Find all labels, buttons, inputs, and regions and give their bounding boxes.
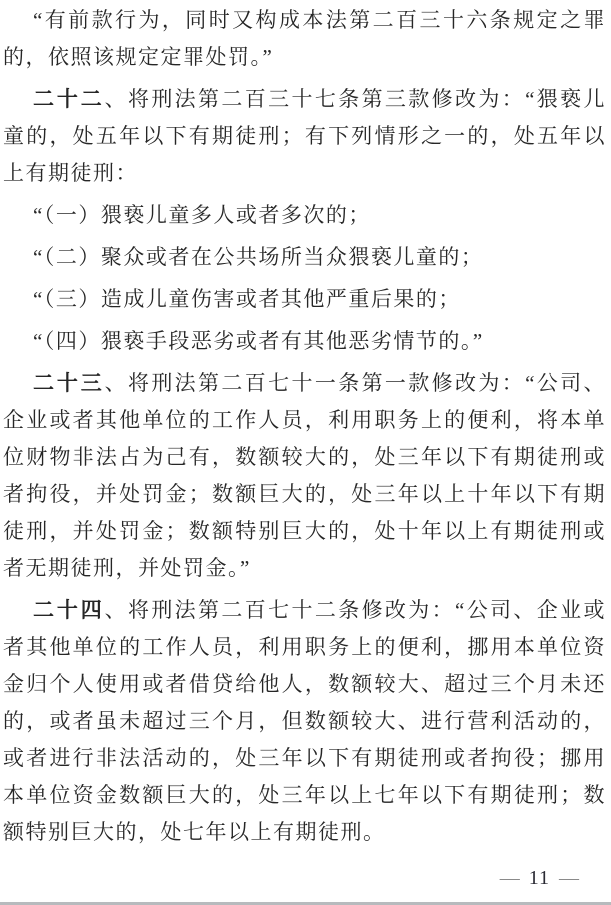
paragraph-section-22 (3, 81, 606, 192)
paragraph-text: “（二）聚众或者在公共场所当众猥亵儿童的； (33, 245, 484, 269)
paragraph-text: “有前款行为，同时又构成本法第二百三十六条规定之罪的，依照该规定定罪处罚。” (3, 8, 606, 69)
paragraph-section-24 (3, 592, 606, 851)
paragraph-text: 、将刑法第二百三十七条第三款修改为：“猥亵儿童的，处五年以下有期徒刑；有下列情形之一的，处五年以上有期徒刑： (3, 87, 607, 185)
paragraph-item-2 (3, 239, 606, 276)
paragraph-text: “（一）猥亵儿童多人或者多次的； (33, 203, 371, 227)
page-number (491, 866, 588, 890)
paragraph-text: 、将刑法第二百七十一条第一款修改为：“公司、企业或者其他单位的工作人员，利用职务上的便利，将本单位财物非法占为己有，数额较大的，处三年以下有期徒刑或者拘役，并处罚金；数额巨大的，处三年以上十年以下有期徒刑，并处罚金；数额特别巨大的，处十年以上有期徒刑或者无期徒刑，并处罚金。” (3, 371, 607, 580)
document-text-block (3, 2, 606, 856)
page-number-dash-right: — (559, 867, 579, 889)
paragraph-text: 、将刑法第二百七十二条修改为：“公司、企业或者其他单位的工作人员，利用职务上的便利，挪用本单位资金归个人使用或者借贷给他人，数额较大、超过三个月未还的，或者虽未超过三个月，但数额较大、进行营利活动的，或者进行非法活动的，处三年以下有期徒刑或者拘役；挪用本单位资金数额巨大的，处三年以上七年以下有期徒刑；数额特别巨大的，处七年以上有期徒刑。 (3, 598, 607, 844)
paragraph-item-1 (3, 197, 606, 234)
section-number: 二十二 (33, 87, 105, 111)
page-number-value: 11 (528, 867, 550, 889)
paragraph-continuation (3, 2, 606, 76)
paragraph-section-23 (3, 365, 606, 587)
paragraph-text: “（三）造成儿童伤害或者其他严重后果的； (33, 287, 461, 311)
section-number: 二十三 (33, 371, 105, 395)
paragraph-item-3 (3, 281, 606, 318)
page-number-dash-left: — (499, 867, 520, 889)
paragraph-item-4 (3, 323, 606, 360)
paragraph-text: “（四）猥亵手段恶劣或者有其他恶劣情节的。” (33, 329, 484, 353)
section-number: 二十四 (33, 598, 105, 622)
